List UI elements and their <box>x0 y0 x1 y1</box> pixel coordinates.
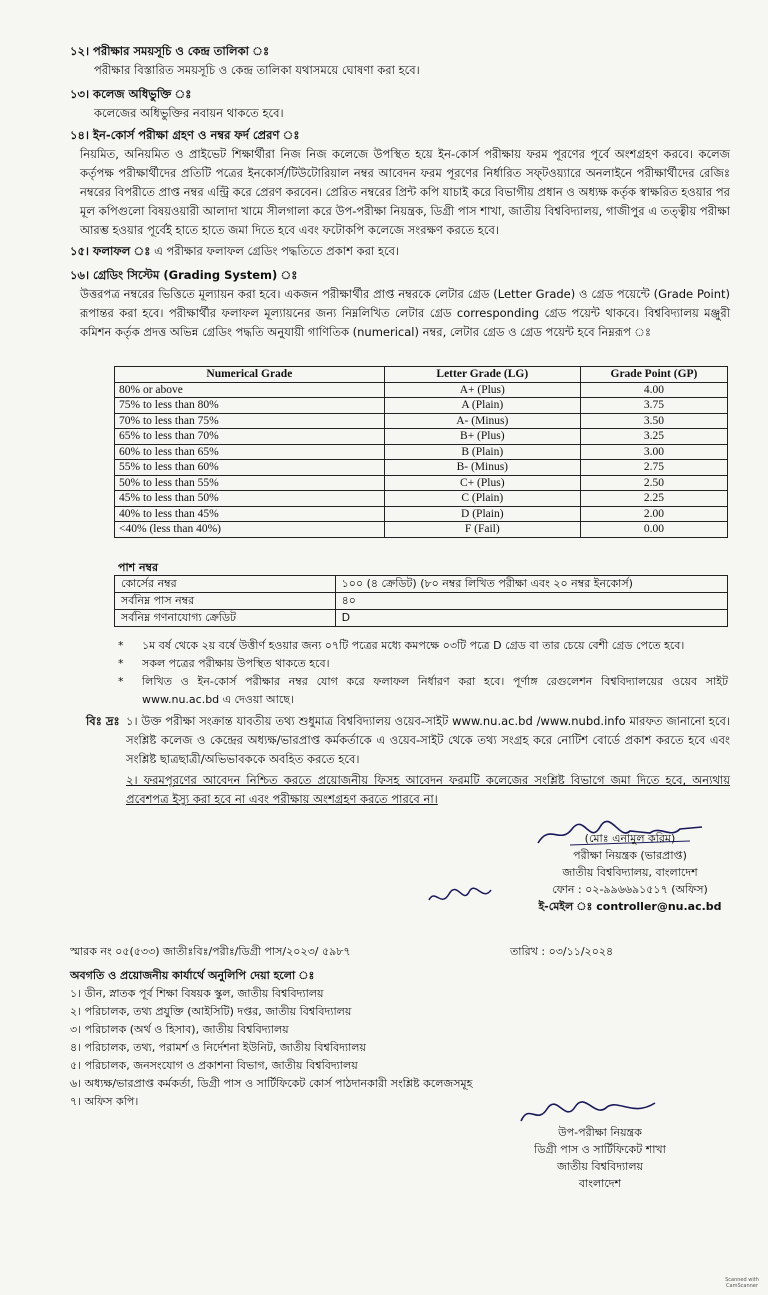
memo-number: স্মারক নং ০৫(৫৩৩) জাতীঃবিঃ/পরীঃ/ডিগ্রী পাস/২০২৩/ ৫৯৮৭ <box>70 945 351 958</box>
nb-text: ১। উক্ত পরীক্ষা সংক্রান্ত যাবতীয় তথ্য শুধুমাত্র বিশ্ববিদ্যালয় ওয়েব-সাইট www.nu.ac.bd /www.nubd.info মারফত জানানো হবে। সংশ্লিষ্ট কলেজ ও কেন্দ্রের অধ্যক্ষ/ভারপ্রাপ্ত কর্মকর্তাকে এ ওয়েব-সাইট থেকে তথ্য সংগ্রহ করে নোটিশ বোর্ডে প্রকাশ করতে হবে এবং সংশ্লিষ্ট ছাত্রছাত্রী/অভিভাবককে অবহিত করতে হবে। <box>126 714 730 766</box>
nb-text: ২। ফরমপূরণের আবেদন নিশ্চিত করতে প্রয়োজনীয় ফিসহ আবেদন ফরমটি কলেজের সংশ্লিষ্ট বিভাগে জমা দিতে হবে, অন্যথায় প্রবেশপত্র ইস্যু করা হবে না এবং পরীক্ষায় অংশগ্রহণ করতে পারবে না। <box>126 773 730 806</box>
nb-label: বিঃ দ্রঃ <box>86 714 120 728</box>
signatory-dept: ডিগ্রী পাস ও সার্টিফিকেট শাখা <box>534 1143 666 1156</box>
signatory-email: ই-মেইল ঃ controller@nu.ac.bd <box>538 900 722 913</box>
list-item: ৩। পরিচালক (অর্থ ও হিসাব), জাতীয় বিশ্ববিদ্যালয় <box>70 1023 289 1036</box>
pass-label-cell: সর্বনিম্ন গণনাযোগ্য ক্রেডিট <box>115 610 336 627</box>
section-14-body: নিয়মিত, অনিয়মিত ও প্রাইভেট শিক্ষার্থীরা নিজ নিজ কলেজে উপস্থিত হয়ে ইন-কোর্স পরীক্ষায় ফরম পূরণের পূর্বে অংশগ্রহণ করবে। কলেজ কর্তৃপক্ষ পরীক্ষার্থীদের প্রতিটি পত্রের ইনকোর্স/টিউটোরিয়াল নম্বর আবেদন ফরম পূরণের নির্ধারিত সফ্‌টওয়্যারে অনলাইনে পরীক্ষার্থীদের রেজিঃ নম্বরের বিপরীতে প্রাপ্ত নম্বর এন্ট্রি করে প্রেরণ করবেন। প্রেরিত নম্বরের প্রিন্ট কপি যাচাই করে বিভাগীয় প্রধান ও অধ্যক্ষ কর্তৃক স্বাক্ষরিত হওয়ার পর মূল কপিগুলো বিষয়ওয়ারী আলাদা খামে সীলগালা করে উপ-পরীক্ষা নিয়ন্ত্রক, ডিগ্রী পাস শাখা, জাতীয় বিশ্ববিদ্যালয়, গাজীপুর এ তত্ত্বীয় পরীক্ষা আরম্ভ হওয়ার পূর্বেই হাতে হাতে জমা দিতে হবে এবং ফটোকপি কলেজে সংরক্ষণ করতে হবে। <box>80 147 730 237</box>
section-16 <box>70 266 730 342</box>
numerical-grade-cell: 40% to less than 45% <box>115 506 385 522</box>
list-item: ৬। অধ্যক্ষ/ভারপ্রাপ্ত কর্মকর্তা, ডিগ্রী পাস ও সার্টিফিকেট কোর্স পাঠদানকারী সংশ্লিষ্ট কলেজসমূহ <box>70 1077 473 1090</box>
note-text: ১ম বর্ষ থেকে ২য় বর্ষে উত্তীর্ণ হওয়ার জন্য ০৭টি পত্রের মধ্যে কমপক্ষে ০৩টি পত্রে D গ্রেড বা তার চেয়ে বেশী গ্রেড পেতে হবে। <box>142 639 685 652</box>
controller-signature-block <box>520 815 740 915</box>
numerical-grade-cell: 55% to less than 60% <box>115 460 385 476</box>
copy-list-title: অবগতি ও প্রয়োজনীয় কার্যার্থে অনুলিপি দেয়া হলো ঃ <box>70 969 315 982</box>
grading-table <box>114 366 728 538</box>
table-row <box>115 429 728 445</box>
table-row <box>115 522 728 538</box>
section-13-body: কলেজের অধিভুক্তির নবায়ন থাকতে হবে। <box>94 106 284 120</box>
grade-point-cell: 2.00 <box>580 506 727 522</box>
pass-label-cell: কোর্সের নম্বর <box>115 576 336 593</box>
section-15 <box>70 242 730 261</box>
section-12 <box>70 42 730 80</box>
letter-grade-cell: D (Plain) <box>384 506 580 522</box>
letter-grade-cell: B+ (Plus) <box>384 429 580 445</box>
table-row <box>115 460 728 476</box>
letter-grade-cell: C (Plain) <box>384 491 580 507</box>
pass-value-cell: ১০০ (৪ ক্রেডিট) (৮০ নম্বর লিখিত পরীক্ষা এবং ২০ নম্বর ইনকোর্স) <box>335 576 727 593</box>
section-15-body: এ পরীক্ষার ফলাফল গ্রেডিং পদ্ধতিতে প্রকাশ করা হবে। <box>154 244 400 258</box>
deputy-signature-block <box>500 1098 700 1192</box>
list-item: * ১ম বর্ষ থেকে ২য় বর্ষে উত্তীর্ণ হওয়ার জন্য ০৭টি পত্রের মধ্যে কমপক্ষে ০৩টি পত্রে D গ্রেড বা তার চেয়ে বেশী গ্রেড পেতে হবে। <box>118 637 728 655</box>
list-item: * লিখিত ও ইন-কোর্স পরীক্ষার নম্বর যোগ করে ফলাফল নির্ধারণ করা হবে। পূর্ণাঙ্গ রেগুলেশন বিশ্ববিদ্যালয়ের ওয়েব সাইট www.nu.ac.bd এ দেওয়া আছে। <box>118 673 728 709</box>
letter-grade-cell: A (Plain) <box>384 398 580 414</box>
signatory-phone: ফোন : ০২-৯৯৬৬৯১৫১৭ (অফিস) <box>552 883 708 896</box>
section-13 <box>70 85 730 123</box>
grade-point-cell: 3.50 <box>580 413 727 429</box>
scanner-badge: Scanned with CamScanner <box>725 1277 759 1289</box>
nb-item <box>86 712 730 769</box>
grade-point-cell: 2.50 <box>580 475 727 491</box>
letter-grade-cell: A+ (Plus) <box>384 382 580 398</box>
grading-table-header-row <box>115 367 728 383</box>
section-14-heading: ১৪। ইন-কোর্স পরীক্ষা গ্রহণ ও নম্বর ফর্দ প্রেরণ ঃ <box>70 128 300 142</box>
section-15-heading: ১৫। ফলাফল ঃ <box>70 244 151 258</box>
nb-item <box>86 771 730 809</box>
section-16-body: উত্তরপত্র নম্বরের ভিত্তিতে মূল্যায়ন করা হবে। একজন পরীক্ষার্থীর প্রাপ্ত নম্বরকে লেটার গ্রেড (Letter Grade) ও গ্রেড পয়েন্টে (Grade Point) রূপান্তর করা হবে। পরীক্ষার্থীর ফলাফল মূল্যায়নের জন্য নিম্নলিখিত লেটার গ্রেড corresponding গ্রেড পয়েন্ট থাকবে। বিশ্ববিদ্যালয় মঞ্জুরী কমিশন কর্তৃক প্রদত্ত অভিন্ন গ্রেডিং পদ্ধতি অনুযায়ী গাণিতিক (numerical) নম্বর, লেটার গ্রেড ও গ্রেড পয়েন্ট হবে নিম্নরূপ ঃ <box>80 287 730 339</box>
numerical-grade-cell: 60% to less than 65% <box>115 444 385 460</box>
letter-grade-cell: C+ (Plus) <box>384 475 580 491</box>
numerical-grade-cell: 80% or above <box>115 382 385 398</box>
grade-point-cell: 0.00 <box>580 522 727 538</box>
letter-grade-cell: B (Plain) <box>384 444 580 460</box>
signatory-org: জাতীয় বিশ্ববিদ্যালয় <box>556 1160 644 1173</box>
nota-bene <box>86 712 730 809</box>
section-12-heading: ১২। পরীক্ষার সময়সূচি ও কেন্দ্র তালিকা ঃ <box>70 44 270 58</box>
notes-list <box>118 637 728 709</box>
pass-marks-table <box>114 575 728 627</box>
numerical-grade-cell: 45% to less than 50% <box>115 491 385 507</box>
signatory-org: জাতীয় বিশ্ববিদ্যালয়, বাংলাদেশ <box>562 866 698 879</box>
column-header: Grade Point (GP) <box>580 367 727 383</box>
table-row <box>115 475 728 491</box>
list-item: ২। পরিচালক, তথ্য প্রযুক্তি (আইসিটি) দপ্তর, জাতীয় বিশ্ববিদ্যালয় <box>70 1005 352 1018</box>
grade-point-cell: 3.00 <box>580 444 727 460</box>
grade-point-cell: 3.25 <box>580 429 727 445</box>
initial-signature <box>425 882 495 912</box>
letter-grade-cell: A- (Minus) <box>384 413 580 429</box>
list-item: ৭। অফিস কপি। <box>70 1095 139 1108</box>
numerical-grade-cell: 70% to less than 75% <box>115 413 385 429</box>
table-row <box>115 444 728 460</box>
note-text: সকল পত্রের পরীক্ষায় উপস্থিত থাকতে হবে। <box>142 657 330 670</box>
list-item: * সকল পত্রের পরীক্ষায় উপস্থিত থাকতে হবে। <box>118 655 728 673</box>
signatory-name: (মোঃ এনামুল করিম) <box>584 832 676 845</box>
pass-value-cell: D <box>335 610 727 627</box>
pass-label-cell: সর্বনিম্ন পাস নম্বর <box>115 593 336 610</box>
list-item: ১। ডীন, স্নাতক পূর্ব শিক্ষা বিষয়ক স্কুল, জাতীয় বিশ্ববিদ্যালয় <box>70 987 324 1000</box>
memo-date: তারিখ : ০৩/১১/২০২৪ <box>510 945 614 958</box>
grade-point-cell: 3.75 <box>580 398 727 414</box>
grade-point-cell: 4.00 <box>580 382 727 398</box>
table-row <box>115 593 728 610</box>
section-12-body: পরীক্ষার বিস্তারিত সময়সূচি ও কেন্দ্র তালিকা যথাসময়ে ঘোষণা করা হবে। <box>94 63 420 77</box>
numerical-grade-cell: 50% to less than 55% <box>115 475 385 491</box>
numerical-grade-cell: 75% to less than 80% <box>115 398 385 414</box>
list-item: ৪। পরিচালক, তথ্য, পরামর্শ ও নির্দেশনা ইউনিট, জাতীয় বিশ্ববিদ্যালয় <box>70 1041 366 1054</box>
table-row <box>115 382 728 398</box>
grade-point-cell: 2.75 <box>580 460 727 476</box>
list-item: ৫। পরিচালক, জনসংযোগ ও প্রকাশনা বিভাগ, জাতীয় বিশ্ববিদ্যালয় <box>70 1059 358 1072</box>
note-text: লিখিত ও ইন-কোর্স পরীক্ষার নম্বর যোগ করে ফলাফল নির্ধারণ করা হবে। পূর্ণাঙ্গ রেগুলেশন বিশ্ববিদ্যালয়ের ওয়েব সাইট www.nu.ac.bd এ দেওয়া আছে। <box>142 675 728 706</box>
section-13-heading: ১৩। কলেজ অধিভুক্তি ঃ <box>70 87 192 101</box>
letter-grade-cell: B- (Minus) <box>384 460 580 476</box>
signatory-title: পরীক্ষা নিয়ন্ত্রক (ভারপ্রাপ্ত) <box>573 849 687 862</box>
grade-point-cell: 2.25 <box>580 491 727 507</box>
signatory-country: বাংলাদেশ <box>578 1177 622 1190</box>
column-header: Numerical Grade <box>115 367 385 383</box>
numerical-grade-cell: <40% (less than 40%) <box>115 522 385 538</box>
signatory-title: উপ-পরীক্ষা নিয়ন্ত্রক <box>558 1126 642 1139</box>
table-row <box>115 413 728 429</box>
pass-marks-title: পাশ নম্বর <box>118 561 159 574</box>
pass-value-cell: ৪০ <box>335 593 727 610</box>
copy-list <box>70 967 472 1111</box>
table-row <box>115 506 728 522</box>
table-row <box>115 491 728 507</box>
table-row <box>115 398 728 414</box>
section-14 <box>70 126 730 240</box>
letter-grade-cell: F (Fail) <box>384 522 580 538</box>
table-row <box>115 610 728 627</box>
section-16-heading: ১৬। গ্রেডিং সিস্টেম (Grading System) ঃ <box>70 268 298 282</box>
table-row <box>115 576 728 593</box>
column-header: Letter Grade (LG) <box>384 367 580 383</box>
numerical-grade-cell: 65% to less than 70% <box>115 429 385 445</box>
